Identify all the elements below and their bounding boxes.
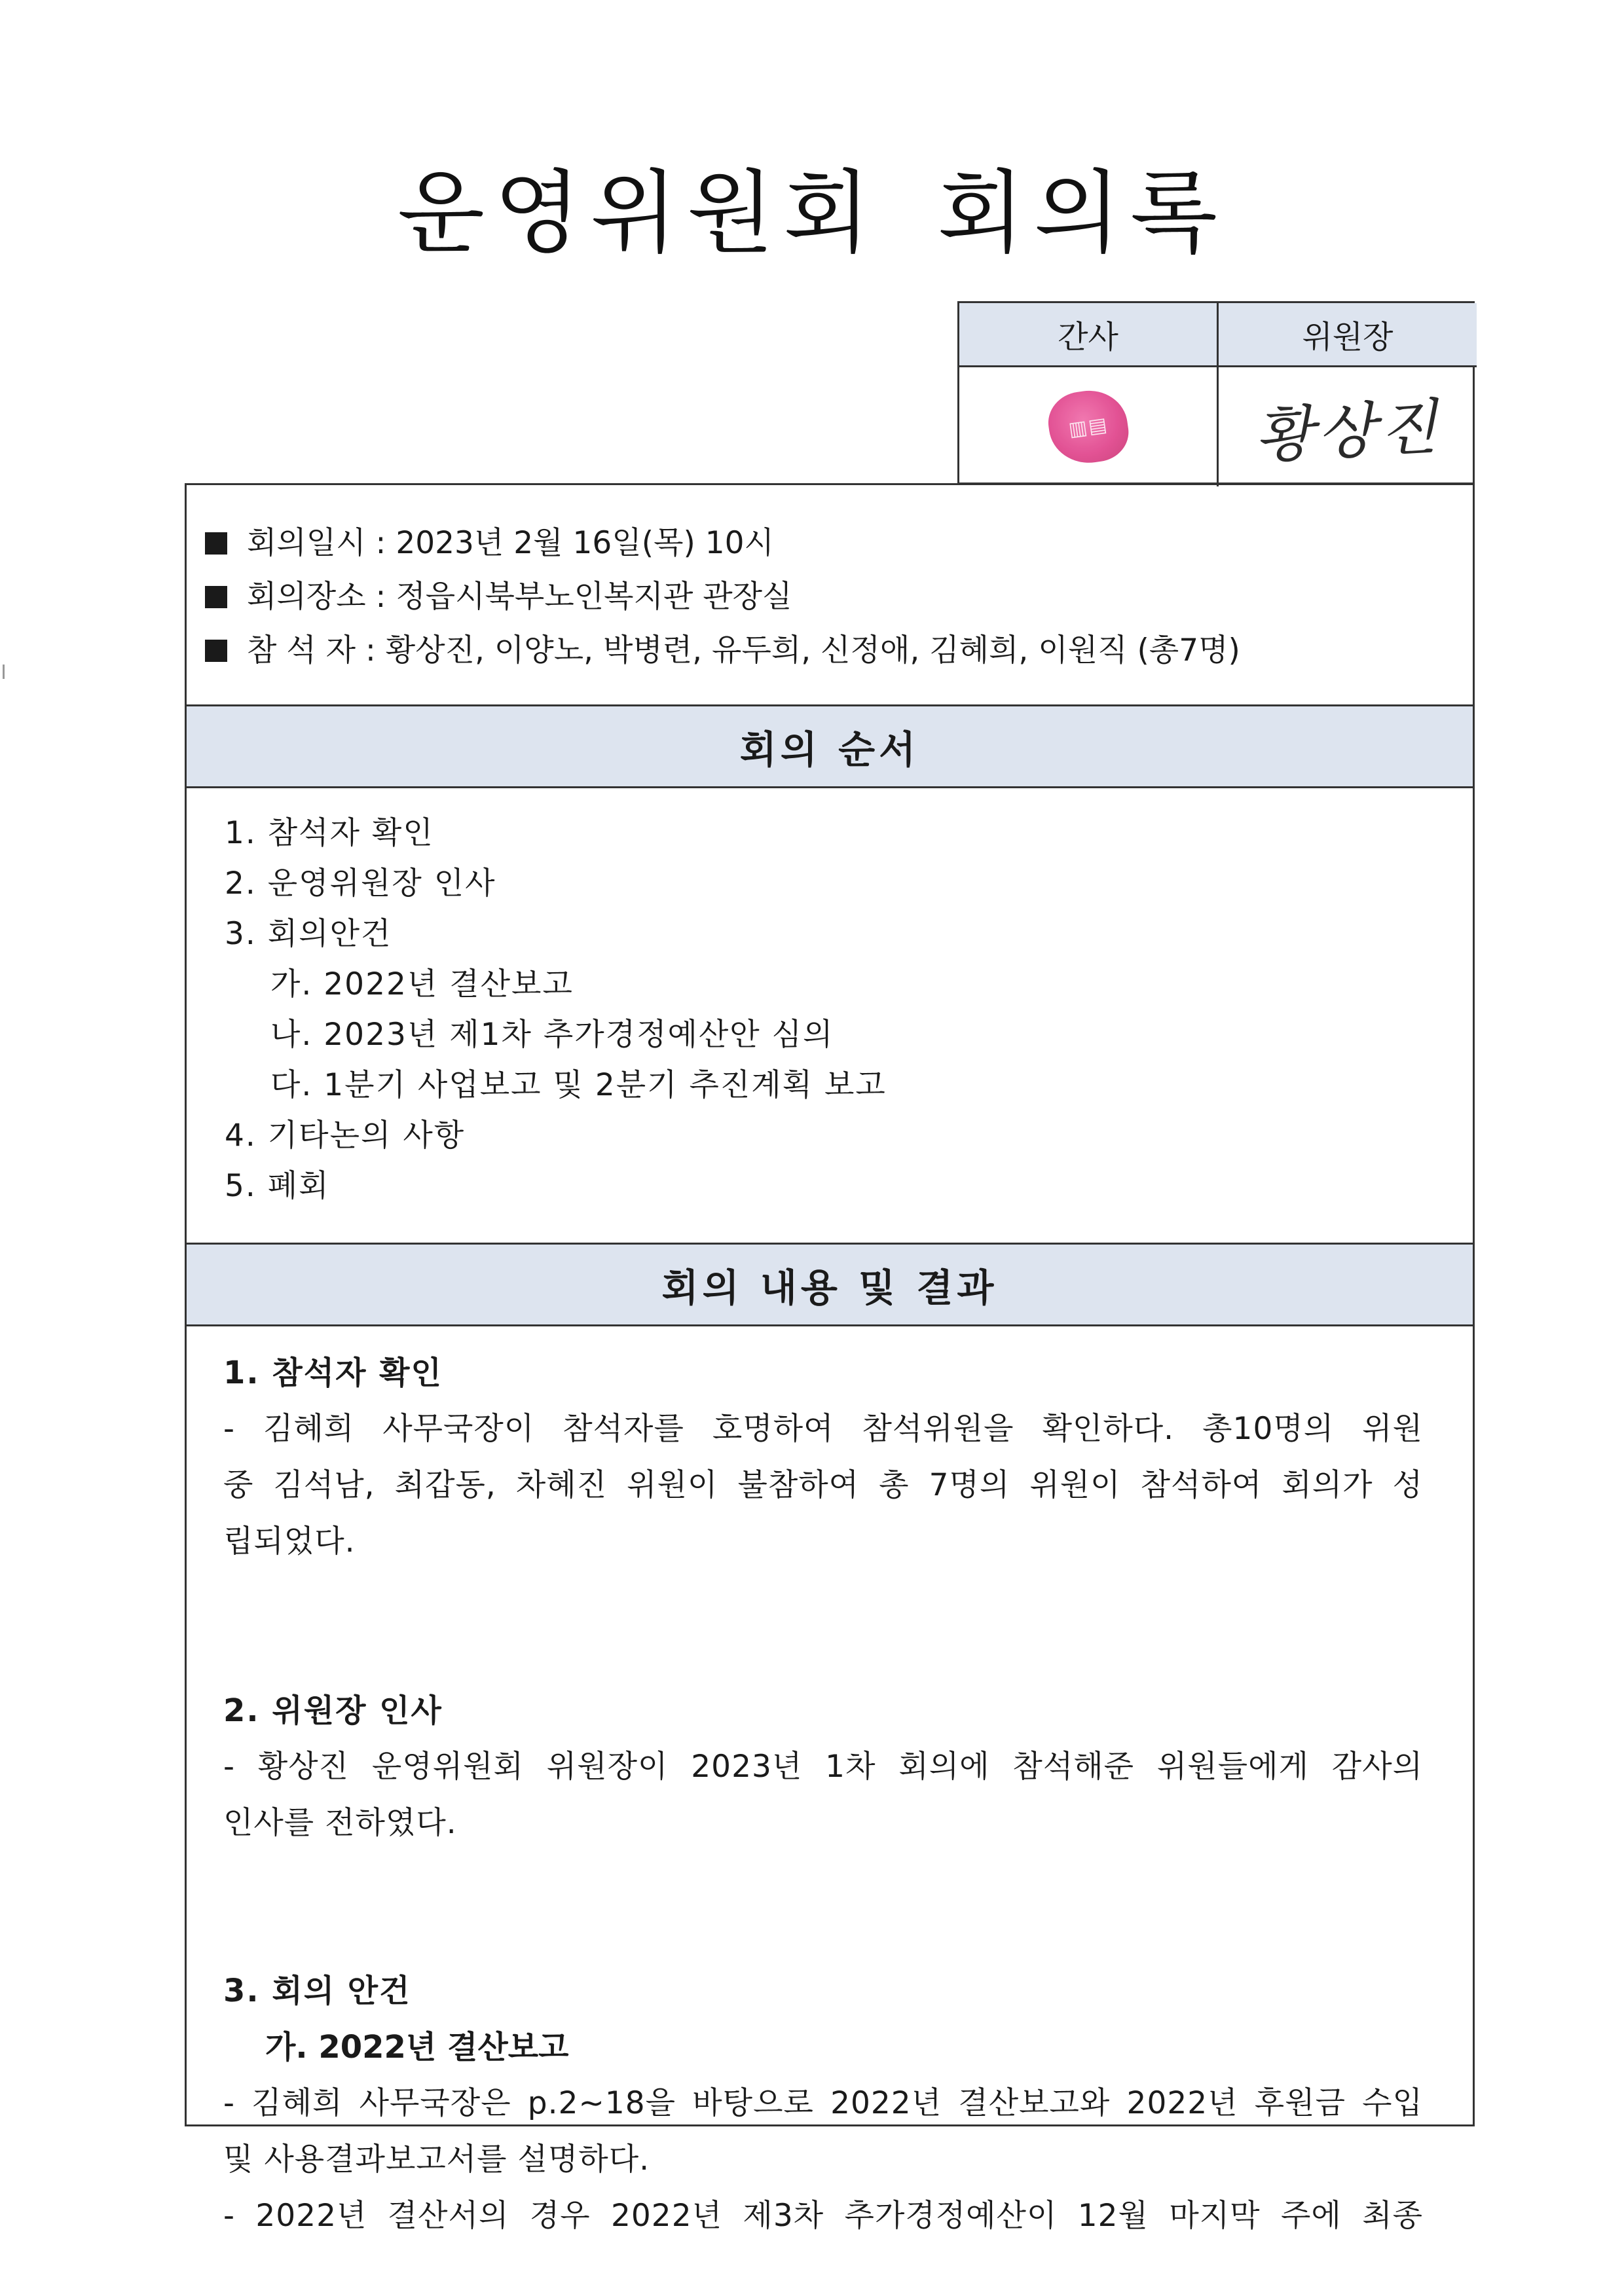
section-title: 1. 참석자 확인 <box>223 1355 443 1391</box>
document-title: 운영위원회 회의록 <box>397 160 1227 266</box>
chair-signature: 황상진 <box>1253 392 1443 472</box>
paragraph-line: 및 사용결과보고서를 설명하다. <box>223 2141 650 2178</box>
approval-chair-cell <box>1219 367 1477 486</box>
paragraph-line: 립되었다. <box>223 1523 356 1559</box>
paragraph-line: - 김혜희 사무국장은 p.2~18을 바탕으로 2022년 결산보고와 2022년 후원금 수입 <box>223 2085 1423 2121</box>
paragraph-line: - 2022년 결산서의 경우 2022년 제3차 추가경정예산이 12월 마지막 주에 최종 <box>223 2198 1423 2234</box>
info-row <box>205 570 1473 624</box>
list-item: 3. 회의안건 <box>225 916 392 952</box>
paragraph-line: 중 김석남, 최갑동, 차혜진 위원이 불참하여 총 7명의 위원이 참석하여 회의가 성 <box>223 1467 1423 1503</box>
paragraph-line: 인사를 전하였다. <box>223 1805 457 1841</box>
results-content <box>187 1326 1473 2244</box>
minutes-body <box>185 483 1475 2234</box>
list-item: 2. 운영위원장 인사 <box>225 866 496 902</box>
meeting-attendees: 참 석 자 : 황상진, 이양노, 박병련, 유두희, 신정애, 김혜희, 이원직 (총7명) <box>247 632 1240 668</box>
seal-stamp: ▥▤ <box>1044 386 1132 468</box>
agenda-list <box>187 788 1473 1243</box>
meeting-datetime: 회의일시 : 2023년 2월 16일(목) 10시 <box>247 525 774 561</box>
section-title: 2. 위원장 인사 <box>223 1692 443 1729</box>
approval-table <box>957 301 1475 484</box>
list-item: 가. 2022년 결산보고 <box>270 966 574 1002</box>
section-title: 3. 회의 안건 <box>223 1973 411 2009</box>
scan-edge-mark <box>3 665 5 679</box>
approval-secretary-cell <box>959 367 1219 486</box>
subsection-title: 가. 2022년 결산보고 <box>265 2029 569 2066</box>
order-heading: 회의 순서 <box>187 704 1473 788</box>
approval-header-secretary: 간사 <box>959 303 1219 367</box>
square-bullet-icon <box>205 532 227 555</box>
info-row <box>205 624 1473 678</box>
list-item: 4. 기타논의 사항 <box>225 1118 466 1154</box>
list-item: 1. 참석자 확인 <box>225 815 434 851</box>
paragraph-line: - 황상진 운영위원회 위원장이 2023년 1차 회의에 참석해준 위원들에게 감사의 <box>223 1749 1423 1785</box>
list-item: 5. 폐회 <box>225 1168 330 1204</box>
list-item: 다. 1분기 사업보고 및 2분기 추진계획 보고 <box>270 1067 887 1103</box>
paragraph-line: - 김혜희 사무국장이 참석자를 호명하여 참석위원을 확인하다. 총10명의 위원 <box>223 1411 1423 1447</box>
meeting-place: 회의장소 : 정읍시북부노인복지관 관장실 <box>247 579 792 615</box>
square-bullet-icon <box>205 640 227 662</box>
meeting-info <box>187 485 1473 704</box>
info-row <box>205 517 1473 570</box>
square-bullet-icon <box>205 586 227 608</box>
approval-header-chair: 위원장 <box>1219 303 1477 367</box>
list-item: 나. 2023년 제1차 추가경정예산안 심의 <box>270 1017 834 1053</box>
results-heading: 회의 내용 및 결과 <box>187 1243 1473 1326</box>
